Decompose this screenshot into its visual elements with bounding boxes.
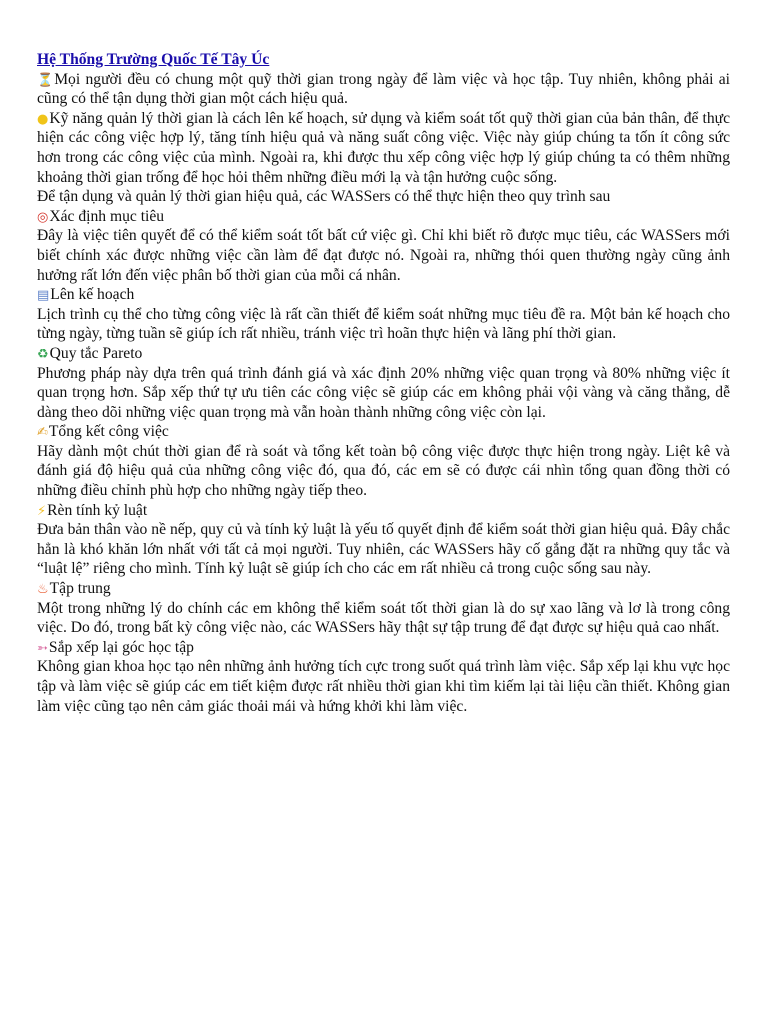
section-heading-text: Lên kế hoạch: [50, 286, 135, 304]
section-heading-text: Tổng kết công việc: [48, 423, 169, 441]
section-heading-text: Rèn tính kỷ luật: [47, 501, 148, 519]
section-body: Lịch trình cụ thể cho từng công việc là rất cần thiết để kiểm soát những mục tiêu đề ra. Một bản kế hoạch cho từng ngày, từng tuần sẽ giúp ích rất nhiều, tránh việc trì hoãn thực hiện và lãng phí thời gian.: [37, 305, 730, 343]
section-heading-text: Xác định mục tiêu: [49, 207, 165, 225]
section-body: Hãy dành một chút thời gian để rà soát và tổng kết toàn bộ công việc được thực hiện trong ngày. Liệt kê và đánh giá độ hiệu quả của những công việc đó, qua đó, các em sẽ có được cái nhìn tổng quan đồng thời có những điều chỉnh phù hợp cho những ngày tiếp theo.: [37, 442, 730, 500]
section-heading-goals: [37, 207, 730, 227]
fire-icon: ♨: [37, 582, 49, 598]
document-page: [37, 50, 730, 716]
section-heading-review: [37, 422, 730, 442]
section-body: Đây là việc tiên quyết để có thể kiểm soát tốt bất cứ việc gì. Chỉ khi biết rõ được mục tiêu, các WASSers mới biết chính xác được những việc cần làm để đạt được nó. Ngoài ra, những thói quen thường ngày cũng ảnh hưởng rất lớn đến việc phân bố thời gian của mỗi cá nhân.: [37, 227, 730, 284]
section-body: Không gian khoa học tạo nên những ảnh hưởng tích cực trong suốt quá trình làm việc. Sắp xếp lại khu vực học tập và làm việc sẽ giúp các em tiết kiệm được rất nhiều thời gian khi tìm kiếm lại tài liệu cần thiết. Không gian làm việc cũng tạo nên cảm giác thoải mái và hứng khởi khi làm việc.: [37, 658, 730, 715]
target-icon: ◎: [37, 209, 49, 225]
arrow-icon: ➳: [37, 640, 48, 656]
writing-hand-icon: ✍: [37, 425, 48, 441]
hourglass-icon: ⏳: [37, 72, 54, 88]
intro-paragraph-1: [37, 70, 730, 109]
intro-paragraph-2: [37, 109, 730, 187]
section-heading-text: Sắp xếp lại góc học tập: [48, 638, 194, 656]
section-heading-focus: [37, 579, 730, 599]
yellow-circle-icon: ●: [37, 111, 49, 127]
memo-icon: ▤: [37, 288, 50, 304]
section-heading-plan: [37, 285, 730, 305]
section-body: Đưa bản thân vào nề nếp, quy củ và tính kỷ luật là yếu tố quyết định để kiểm soát thời gian hiệu quả. Đây chắc hẳn là khó khăn lớn nhất với tất cả mọi người. Tuy nhiên, các WASSers hãy cố gắng đặt ra những quy tắc và “luật lệ” riêng cho mình. Tính kỷ luật sẽ giúp ích cho các em rất nhiều cả trong cuộc sống sau này.: [37, 521, 730, 578]
section-heading-workspace: [37, 638, 730, 658]
section-body: Một trong những lý do chính các em không thể kiểm soát tốt thời gian là do sự xao lãng và lơ là trong công việc. Do đó, trong bất kỳ công việc nào, các WASSers hãy thật sự tập trung để đạt được sự hiệu quả cao nhất.: [37, 599, 730, 637]
section-heading-text: Tập trung: [49, 580, 111, 598]
page-title-link[interactable]: Hệ Thống Trường Quốc Tế Tây Úc: [37, 51, 270, 68]
lightning-icon: ⚡: [37, 503, 47, 519]
section-heading-text: Quy tắc Pareto: [49, 344, 143, 362]
intro-text-2: Kỹ năng quản lý thời gian là cách lên kế hoạch, sử dụng và kiểm soát tốt quỹ thời gian của bản thân, để thực hiện các công việc hợp lý, tăng tính hiệu quả và năng suất công việc. Việc này giúp chúng ta tốn ít công sức hơn trong các công việc của mình. Ngoài ra, khi được thu xếp công việc hợp lý giúp chúng ta có thêm những khoảng thời gian trống để học hỏi thêm những điều mới lạ và tận hưởng cuộc sống.: [37, 109, 730, 186]
recycle-icon: ♻: [37, 346, 49, 362]
intro-text-1: Mọi người đều có chung một quỹ thời gian trong ngày để làm việc và học tập. Tuy nhiên, không phải ai cũng có thể tận dụng thời gian một cách hiệu quả.: [37, 70, 730, 108]
section-heading-pareto: [37, 344, 730, 364]
section-heading-discipline: [37, 501, 730, 521]
intro-paragraph-3: Để tận dụng và quản lý thời gian hiệu quả, các WASSers có thể thực hiện theo quy trình sau: [37, 188, 611, 206]
section-body: Phương pháp này dựa trên quá trình đánh giá và xác định 20% những việc quan trọng và 80% những việc ít quan trọng hơn. Sắp xếp thứ tự ưu tiên các công việc sẽ giúp các em không phải vội vàng và căng thẳng, dễ dàng theo dõi những việc quan trọng mà vẫn hoàn thành những công việc còn lại.: [37, 364, 730, 421]
